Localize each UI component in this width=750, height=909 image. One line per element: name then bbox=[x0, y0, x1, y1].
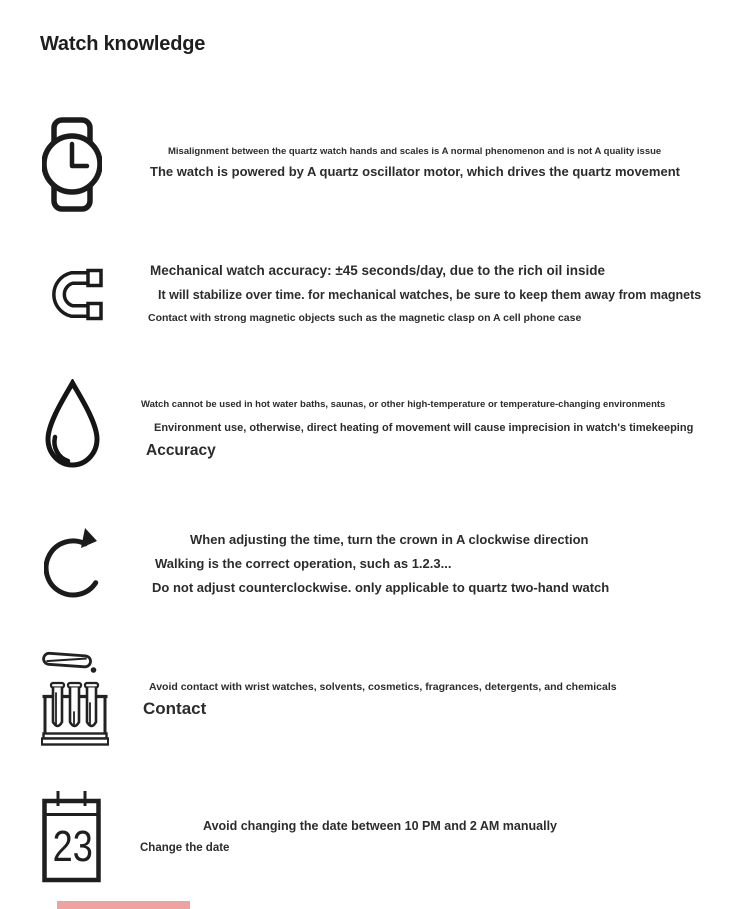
accuracy-heading: Accuracy bbox=[146, 442, 216, 459]
chemicals-avoid-line: Avoid contact with wrist watches, solvents, cosmetics, fragrances, detergents, and chemicals bbox=[149, 681, 617, 693]
magnet-stabilize-line: It will stabilize over time. for mechanical watches, be sure to keep them away from magnets bbox=[158, 288, 702, 302]
date-avoid-line: Avoid changing the date between 10 PM and 2 AM manually bbox=[203, 819, 557, 833]
magnet-accuracy-line: Mechanical watch accuracy: ±45 seconds/day, due to the rich oil inside bbox=[150, 263, 606, 278]
page-title: Watch knowledge bbox=[40, 33, 206, 55]
calendar-day: 23 bbox=[52, 821, 93, 871]
calendar-icon bbox=[42, 789, 101, 883]
partial-banner bbox=[57, 901, 190, 909]
quartz-note-line: Misalignment between the quartz watch hands and scales is A normal phenomenon and is not A quality issue bbox=[168, 146, 662, 157]
wristwatch-icon bbox=[42, 117, 102, 212]
temperature-note-line: Watch cannot be used in hot water baths, saunas, or other high-temperature or temperature-changing environments bbox=[141, 399, 666, 410]
change-date-heading: Change the date bbox=[140, 842, 230, 854]
clockwise-arrow-icon bbox=[44, 527, 106, 601]
crown-clockwise-line: When adjusting the time, turn the crown in A clockwise direction bbox=[190, 532, 589, 547]
counterclockwise-warning-line: Do not adjust counterclockwise. only applicable to quartz two-hand watch bbox=[152, 580, 610, 595]
magnet-icon bbox=[44, 267, 105, 322]
quartz-main-line: The watch is powered by A quartz oscillator motor, which drives the quartz movement bbox=[150, 164, 680, 179]
test-tubes-icon bbox=[41, 650, 109, 746]
walking-operation-line: Walking is the correct operation, such as 1.2.3... bbox=[155, 556, 452, 571]
contact-heading: Contact bbox=[143, 699, 207, 718]
temperature-env-line: Environment use, otherwise, direct heating of movement will cause imprecision in watch's timekeeping bbox=[154, 422, 694, 434]
magnet-contact-line: Contact with strong magnetic objects such as the magnetic clasp on A cell phone case bbox=[148, 312, 582, 324]
water-drop-icon bbox=[41, 379, 104, 475]
